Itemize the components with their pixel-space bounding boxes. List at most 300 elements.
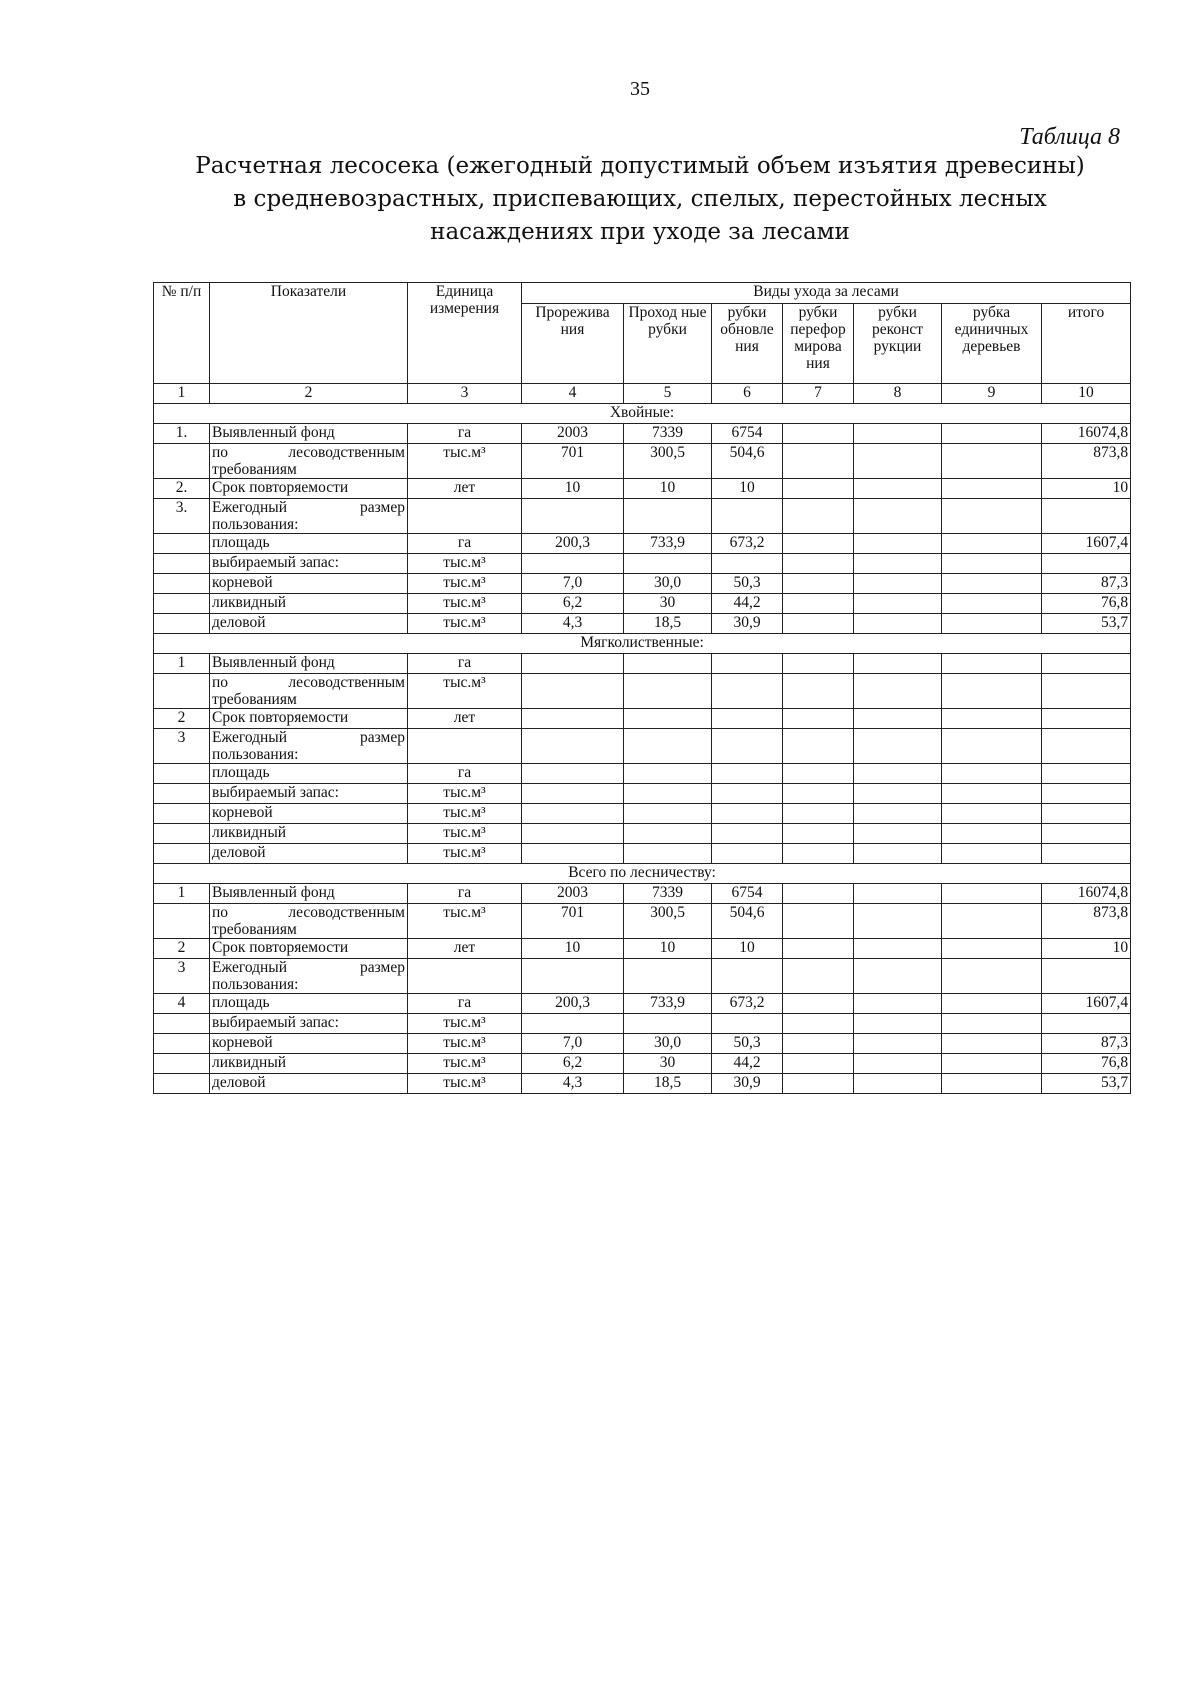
row-value <box>854 534 942 554</box>
row-value: 4,3 <box>522 1074 624 1094</box>
row-value: 10 <box>1042 939 1131 959</box>
row-unit: тыс.м³ <box>408 1014 522 1034</box>
row-number <box>154 784 210 804</box>
row-value <box>1042 804 1131 824</box>
row-value: 30,0 <box>624 1034 712 1054</box>
row-indicator: ликвидный <box>210 824 408 844</box>
row-value <box>783 554 854 574</box>
forest-harvest-table <box>153 282 1131 1094</box>
row-value: 50,3 <box>712 574 783 594</box>
row-value <box>783 1034 854 1054</box>
table-row <box>154 534 1131 554</box>
column-number: 10 <box>1042 384 1131 404</box>
table-row <box>154 554 1131 574</box>
row-number: 2. <box>154 479 210 499</box>
row-indicator: ликвидный <box>210 1054 408 1074</box>
table-row <box>154 614 1131 634</box>
row-unit: тыс.м³ <box>408 614 522 634</box>
row-indicator: Ежегодный размер пользования: <box>210 729 408 764</box>
row-indicator: корневой <box>210 574 408 594</box>
row-value <box>624 1014 712 1034</box>
row-value <box>942 939 1042 959</box>
column-number: 2 <box>210 384 408 404</box>
row-value: 10 <box>624 939 712 959</box>
row-number <box>154 594 210 614</box>
table-row <box>154 844 1131 864</box>
row-value: 2003 <box>522 884 624 904</box>
column-number: 4 <box>522 384 624 404</box>
row-unit: га <box>408 764 522 784</box>
row-number: 2 <box>154 939 210 959</box>
row-number <box>154 1074 210 1094</box>
row-indicator: Выявленный фонд <box>210 654 408 674</box>
table-row <box>154 444 1131 479</box>
table-row <box>154 1074 1131 1094</box>
row-value <box>783 764 854 784</box>
row-value <box>854 709 942 729</box>
row-value <box>712 784 783 804</box>
section-title: Всего по лесничеству: <box>154 864 1131 884</box>
row-value <box>854 884 942 904</box>
row-indicator: Срок повторяемости <box>210 479 408 499</box>
row-value <box>712 1014 783 1034</box>
row-value: 6,2 <box>522 594 624 614</box>
table-row <box>154 904 1131 939</box>
row-value <box>783 1014 854 1034</box>
row-value <box>942 1034 1042 1054</box>
row-number: 4 <box>154 994 210 1014</box>
header-group: Виды ухода за лесами <box>522 283 1131 304</box>
row-indicator: Срок повторяемости <box>210 939 408 959</box>
row-value: 1607,4 <box>1042 994 1131 1014</box>
row-value <box>942 534 1042 554</box>
header-num: № п/п <box>154 283 210 384</box>
table-row <box>154 764 1131 784</box>
row-value <box>522 729 624 764</box>
row-indicator: выбираемый запас: <box>210 1014 408 1034</box>
row-value <box>1042 959 1131 994</box>
row-value <box>854 479 942 499</box>
row-unit: тыс.м³ <box>408 824 522 844</box>
row-value: 6,2 <box>522 1054 624 1074</box>
table-row <box>154 594 1131 614</box>
row-value <box>712 729 783 764</box>
row-value <box>942 904 1042 939</box>
row-value <box>854 674 942 709</box>
row-value: 1607,4 <box>1042 534 1131 554</box>
row-value <box>783 729 854 764</box>
row-value <box>522 804 624 824</box>
row-value: 76,8 <box>1042 1054 1131 1074</box>
table-row <box>154 1054 1131 1074</box>
row-value: 30,0 <box>624 574 712 594</box>
row-value <box>783 939 854 959</box>
row-value: 18,5 <box>624 614 712 634</box>
row-value: 30 <box>624 1054 712 1074</box>
row-value: 50,3 <box>712 1034 783 1054</box>
row-value <box>1042 764 1131 784</box>
row-value <box>942 884 1042 904</box>
row-value: 504,6 <box>712 904 783 939</box>
row-value <box>942 614 1042 634</box>
row-number: 3 <box>154 729 210 764</box>
row-value <box>854 1074 942 1094</box>
row-value <box>783 824 854 844</box>
row-unit: тыс.м³ <box>408 554 522 574</box>
table-row <box>154 479 1131 499</box>
row-number <box>154 804 210 824</box>
row-value <box>942 594 1042 614</box>
row-value: 30,9 <box>712 1074 783 1094</box>
row-value <box>783 444 854 479</box>
row-value <box>854 424 942 444</box>
header-type: Прорежива ния <box>522 304 624 384</box>
row-value <box>712 764 783 784</box>
row-indicator: деловой <box>210 614 408 634</box>
row-number <box>154 534 210 554</box>
row-unit: лет <box>408 479 522 499</box>
table-row <box>154 994 1131 1014</box>
row-value: 53,7 <box>1042 1074 1131 1094</box>
row-value: 87,3 <box>1042 1034 1131 1054</box>
row-indicator: площадь <box>210 994 408 1014</box>
row-number <box>154 1054 210 1074</box>
row-number <box>154 674 210 709</box>
row-value <box>783 479 854 499</box>
row-value <box>624 804 712 824</box>
column-number: 7 <box>783 384 854 404</box>
row-value <box>942 1074 1042 1094</box>
row-indicator: по лесоводственным требованиям <box>210 674 408 709</box>
title-line: насаждениях при уходе за лесами <box>430 219 850 245</box>
row-number: 1 <box>154 654 210 674</box>
row-unit: га <box>408 654 522 674</box>
row-indicator: Срок повторяемости <box>210 709 408 729</box>
section-title: Хвойные: <box>154 404 1131 424</box>
row-value <box>854 939 942 959</box>
row-value: 873,8 <box>1042 904 1131 939</box>
row-indicator: деловой <box>210 844 408 864</box>
row-value <box>942 674 1042 709</box>
row-value <box>783 674 854 709</box>
row-value <box>854 1034 942 1054</box>
row-value: 300,5 <box>624 904 712 939</box>
row-value: 10 <box>624 479 712 499</box>
row-value <box>854 784 942 804</box>
row-value <box>783 614 854 634</box>
table-row <box>154 784 1131 804</box>
row-unit: лет <box>408 939 522 959</box>
row-value <box>712 499 783 534</box>
row-value: 300,5 <box>624 444 712 479</box>
row-value <box>942 574 1042 594</box>
row-indicator: Выявленный фонд <box>210 424 408 444</box>
row-value <box>854 654 942 674</box>
row-value <box>783 499 854 534</box>
row-value: 873,8 <box>1042 444 1131 479</box>
row-unit: тыс.м³ <box>408 1074 522 1094</box>
row-value <box>624 764 712 784</box>
document-title <box>150 150 1130 249</box>
row-value <box>783 804 854 824</box>
row-value <box>854 824 942 844</box>
row-unit: тыс.м³ <box>408 804 522 824</box>
row-value <box>783 424 854 444</box>
row-unit: тыс.м³ <box>408 784 522 804</box>
row-value: 10 <box>712 479 783 499</box>
row-value: 18,5 <box>624 1074 712 1094</box>
row-value <box>522 784 624 804</box>
row-value: 673,2 <box>712 994 783 1014</box>
row-value <box>854 1054 942 1074</box>
row-indicator: Ежегодный размер пользования: <box>210 499 408 534</box>
row-unit <box>408 499 522 534</box>
row-indicator: ликвидный <box>210 594 408 614</box>
row-value: 701 <box>522 444 624 479</box>
row-value: 10 <box>522 939 624 959</box>
row-value: 10 <box>522 479 624 499</box>
column-number: 5 <box>624 384 712 404</box>
row-value <box>783 534 854 554</box>
row-value <box>712 959 783 994</box>
table-row <box>154 804 1131 824</box>
table-row <box>154 884 1131 904</box>
header-type: рубки обновле ния <box>712 304 783 384</box>
row-value <box>712 674 783 709</box>
row-value <box>942 654 1042 674</box>
row-value <box>783 1054 854 1074</box>
row-unit: тыс.м³ <box>408 674 522 709</box>
row-unit: га <box>408 534 522 554</box>
row-unit <box>408 959 522 994</box>
row-number <box>154 554 210 574</box>
row-value: 733,9 <box>624 534 712 554</box>
row-unit: га <box>408 994 522 1014</box>
header-indicators: Показатели <box>210 283 408 384</box>
header-type: рубка единичных деревьев <box>942 304 1042 384</box>
row-value: 44,2 <box>712 1054 783 1074</box>
table-row <box>154 654 1131 674</box>
row-unit: тыс.м³ <box>408 1034 522 1054</box>
row-value: 44,2 <box>712 594 783 614</box>
row-value <box>854 574 942 594</box>
row-indicator: площадь <box>210 534 408 554</box>
row-number <box>154 574 210 594</box>
row-unit: тыс.м³ <box>408 444 522 479</box>
column-number: 6 <box>712 384 783 404</box>
row-value <box>942 784 1042 804</box>
row-value <box>854 444 942 479</box>
row-number <box>154 1034 210 1054</box>
row-value <box>522 1014 624 1034</box>
row-value <box>783 594 854 614</box>
row-indicator: Выявленный фонд <box>210 884 408 904</box>
table-row <box>154 1034 1131 1054</box>
row-value: 16074,8 <box>1042 424 1131 444</box>
row-value <box>624 959 712 994</box>
row-value <box>854 804 942 824</box>
row-value: 7339 <box>624 424 712 444</box>
row-indicator: выбираемый запас: <box>210 554 408 574</box>
row-number: 3 <box>154 959 210 994</box>
row-unit: лет <box>408 709 522 729</box>
row-number <box>154 614 210 634</box>
row-number <box>154 444 210 479</box>
row-value <box>942 824 1042 844</box>
row-unit: га <box>408 884 522 904</box>
row-value <box>942 444 1042 479</box>
row-value: 6754 <box>712 424 783 444</box>
row-value: 7339 <box>624 884 712 904</box>
row-number <box>154 904 210 939</box>
row-value <box>854 554 942 574</box>
row-value <box>522 709 624 729</box>
section-title-row <box>154 864 1131 884</box>
row-indicator: по лесоводственным требованиям <box>210 904 408 939</box>
row-value <box>624 499 712 534</box>
page-number: 35 <box>630 78 650 100</box>
row-value <box>522 674 624 709</box>
row-number: 1. <box>154 424 210 444</box>
table-row <box>154 709 1131 729</box>
row-value <box>522 499 624 534</box>
section-title-row <box>154 634 1131 654</box>
row-value <box>1042 674 1131 709</box>
row-value: 2003 <box>522 424 624 444</box>
row-value <box>942 479 1042 499</box>
row-value: 16074,8 <box>1042 884 1131 904</box>
row-unit: тыс.м³ <box>408 1054 522 1074</box>
header-type: Проход ные рубки <box>624 304 712 384</box>
row-number <box>154 824 210 844</box>
row-value <box>783 1074 854 1094</box>
row-value <box>942 994 1042 1014</box>
row-value <box>624 844 712 864</box>
row-unit: тыс.м³ <box>408 574 522 594</box>
row-value <box>1042 499 1131 534</box>
row-value <box>712 804 783 824</box>
row-value: 200,3 <box>522 534 624 554</box>
table-row <box>154 424 1131 444</box>
row-value: 673,2 <box>712 534 783 554</box>
row-value <box>854 499 942 534</box>
row-value <box>854 959 942 994</box>
row-value <box>942 844 1042 864</box>
table-row <box>154 574 1131 594</box>
row-value <box>854 994 942 1014</box>
row-value <box>854 904 942 939</box>
row-value <box>854 844 942 864</box>
row-value <box>624 654 712 674</box>
table-row <box>154 939 1131 959</box>
row-value <box>1042 784 1131 804</box>
row-value <box>712 824 783 844</box>
row-indicator: Ежегодный размер пользования: <box>210 959 408 994</box>
row-value <box>942 764 1042 784</box>
row-value <box>783 844 854 864</box>
table-label: Таблица 8 <box>1019 124 1120 150</box>
column-number: 9 <box>942 384 1042 404</box>
row-value <box>783 574 854 594</box>
row-value <box>712 709 783 729</box>
row-value: 30 <box>624 594 712 614</box>
row-value <box>783 904 854 939</box>
row-value <box>854 729 942 764</box>
row-value: 76,8 <box>1042 594 1131 614</box>
row-value: 200,3 <box>522 994 624 1014</box>
row-value <box>624 674 712 709</box>
row-value: 53,7 <box>1042 614 1131 634</box>
header-type: рубки реконст рукции <box>854 304 942 384</box>
row-value <box>522 844 624 864</box>
row-value <box>712 654 783 674</box>
row-indicator: выбираемый запас: <box>210 784 408 804</box>
table-row <box>154 1014 1131 1034</box>
row-value <box>1042 729 1131 764</box>
row-value <box>712 554 783 574</box>
row-value <box>624 729 712 764</box>
row-value <box>942 1054 1042 1074</box>
row-value <box>942 804 1042 824</box>
row-value <box>783 959 854 994</box>
row-value: 10 <box>712 939 783 959</box>
row-unit: га <box>408 424 522 444</box>
row-value: 701 <box>522 904 624 939</box>
row-number <box>154 764 210 784</box>
row-number <box>154 1014 210 1034</box>
row-value: 733,9 <box>624 994 712 1014</box>
row-value <box>624 784 712 804</box>
header-unit: Единица измерения <box>408 283 522 384</box>
row-indicator: площадь <box>210 764 408 784</box>
row-value <box>942 729 1042 764</box>
row-value <box>522 554 624 574</box>
row-value: 7,0 <box>522 1034 624 1054</box>
table-row <box>154 729 1131 764</box>
row-unit <box>408 729 522 764</box>
row-unit: тыс.м³ <box>408 594 522 614</box>
row-value <box>854 594 942 614</box>
header-type: итого <box>1042 304 1131 384</box>
table-row <box>154 674 1131 709</box>
section-title-row <box>154 404 1131 424</box>
column-number-row <box>154 384 1131 404</box>
row-value: 7,0 <box>522 574 624 594</box>
row-value <box>854 1014 942 1034</box>
row-number <box>154 844 210 864</box>
row-value: 30,9 <box>712 614 783 634</box>
title-line: в средневозрастных, приспевающих, спелых, перестойных лесных <box>233 186 1047 212</box>
row-value: 4,3 <box>522 614 624 634</box>
row-value <box>783 709 854 729</box>
row-indicator: деловой <box>210 1074 408 1094</box>
row-value: 87,3 <box>1042 574 1131 594</box>
row-value <box>1042 1014 1131 1034</box>
row-value <box>522 824 624 844</box>
column-number: 1 <box>154 384 210 404</box>
row-value <box>1042 654 1131 674</box>
row-value <box>522 959 624 994</box>
row-value <box>942 959 1042 994</box>
section-title: Мягколиственные: <box>154 634 1131 654</box>
row-value <box>522 764 624 784</box>
table-row <box>154 959 1131 994</box>
row-indicator: корневой <box>210 1034 408 1054</box>
row-value: 10 <box>1042 479 1131 499</box>
row-number: 2 <box>154 709 210 729</box>
row-value <box>1042 824 1131 844</box>
row-value <box>624 554 712 574</box>
